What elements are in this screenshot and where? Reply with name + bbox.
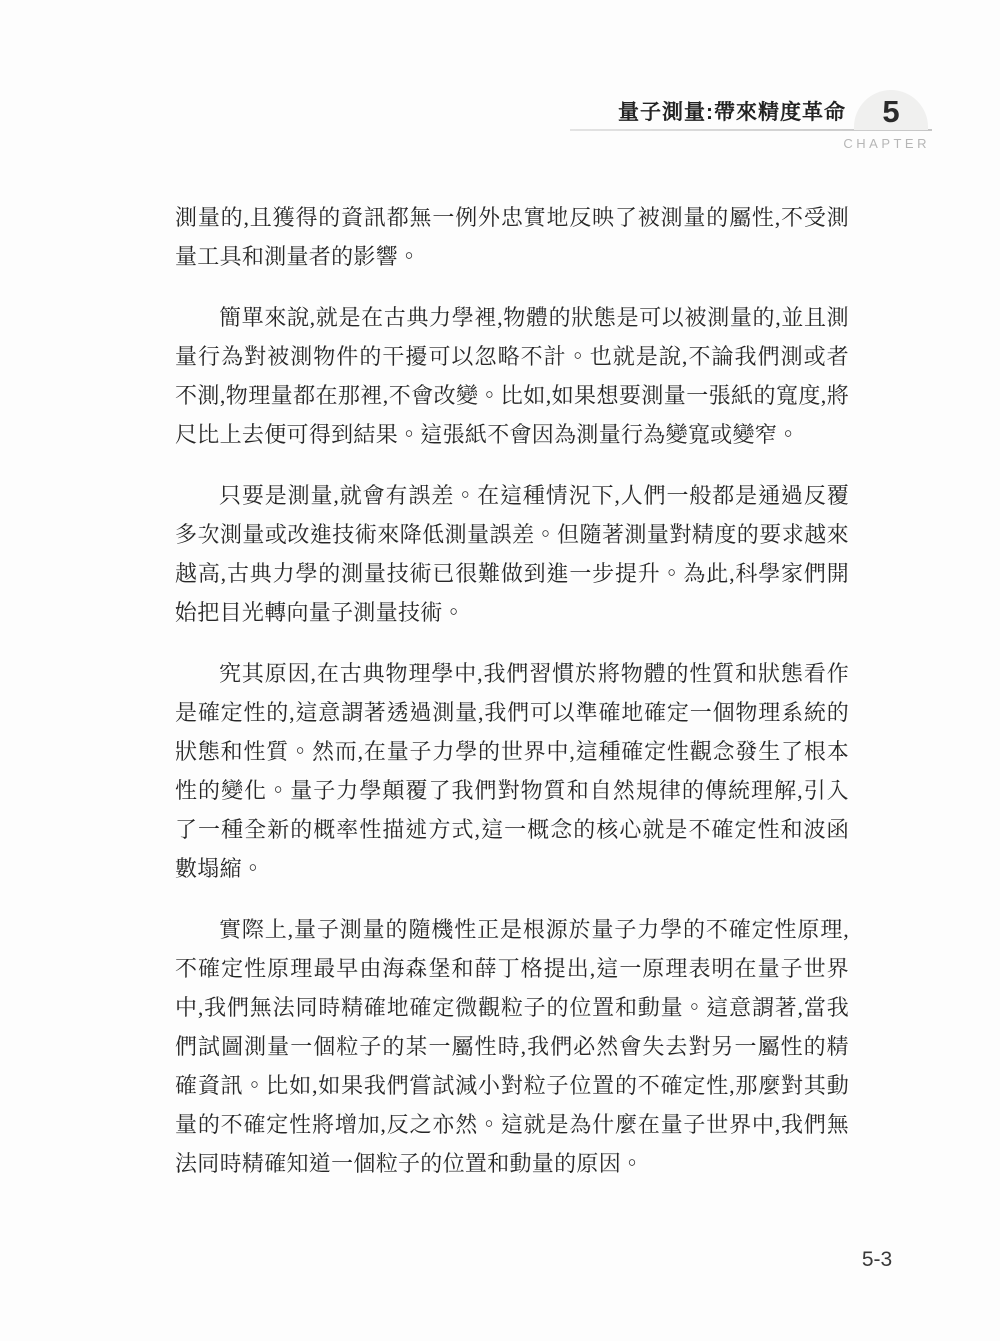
chapter-label: CHAPTER <box>843 136 930 151</box>
body-paragraph: 測量的,且獲得的資訊都無一例外忠實地反映了被測量的屬性,不受測量工具和測量者的影響。 <box>175 205 849 269</box>
body-paragraph: 實際上,量子測量的隨機性正是根源於量子力學的不確定性原理,不確定性原理最早由海森堡和薛丁格提出,這一原理表明在量子世界中,我們無法同時精確地確定微觀粒子的位置和動量。這意謂著,當我們試圖測量一個粒子的某一屬性時,我們必然會失去對另一屬性的精確資訊。比如,如果我們嘗試減小對粒子位置的不確定性,那麼對其動量的不確定性將增加,反之亦然。這就是為什麼在量子世界中,我們無法同時精確知道一個粒子的位置和動量的原因。 <box>175 917 849 1176</box>
page-number: 5-3 <box>861 1248 893 1271</box>
chapter-title: 量子測量:帶來精度革命 <box>618 101 846 124</box>
body-paragraph: 究其原因,在古典物理學中,我們習慣於將物體的性質和狀態看作是確定性的,這意謂著透過測量,我們可以準確地確定一個物理系統的狀態和性質。然而,在量子力學的世界中,這種確定性觀念發生了根本性的變化。量子力學顛覆了我們對物質和自然規律的傳統理解,引入了一種全新的概率性描述方式,這一概念的核心就是不確定性和波函數塌縮。 <box>175 661 849 881</box>
body-paragraph: 只要是測量,就會有誤差。在這種情況下,人們一般都是通過反覆多次測量或改進技術來降低測量誤差。但隨著測量對精度的要求越來越高,古典力學的測量技術已很難做到進一步提升。為此,科學家們開始把目光轉向量子測量技術。 <box>175 483 849 625</box>
page-body <box>175 198 849 1205</box>
chapter-number-badge <box>854 90 928 130</box>
chapter-number: 5 <box>882 94 900 129</box>
body-paragraph: 簡單來說,就是在古典力學裡,物體的狀態是可以被測量的,並且測量行為對被測物件的干擾可以忽略不計。也就是說,不論我們測或者不測,物理量都在那裡,不會改變。比如,如果想要測量一張紙的寬度,將尺比上去便可得到結果。這張紙不會因為測量行為變寬或變窄。 <box>175 305 849 447</box>
